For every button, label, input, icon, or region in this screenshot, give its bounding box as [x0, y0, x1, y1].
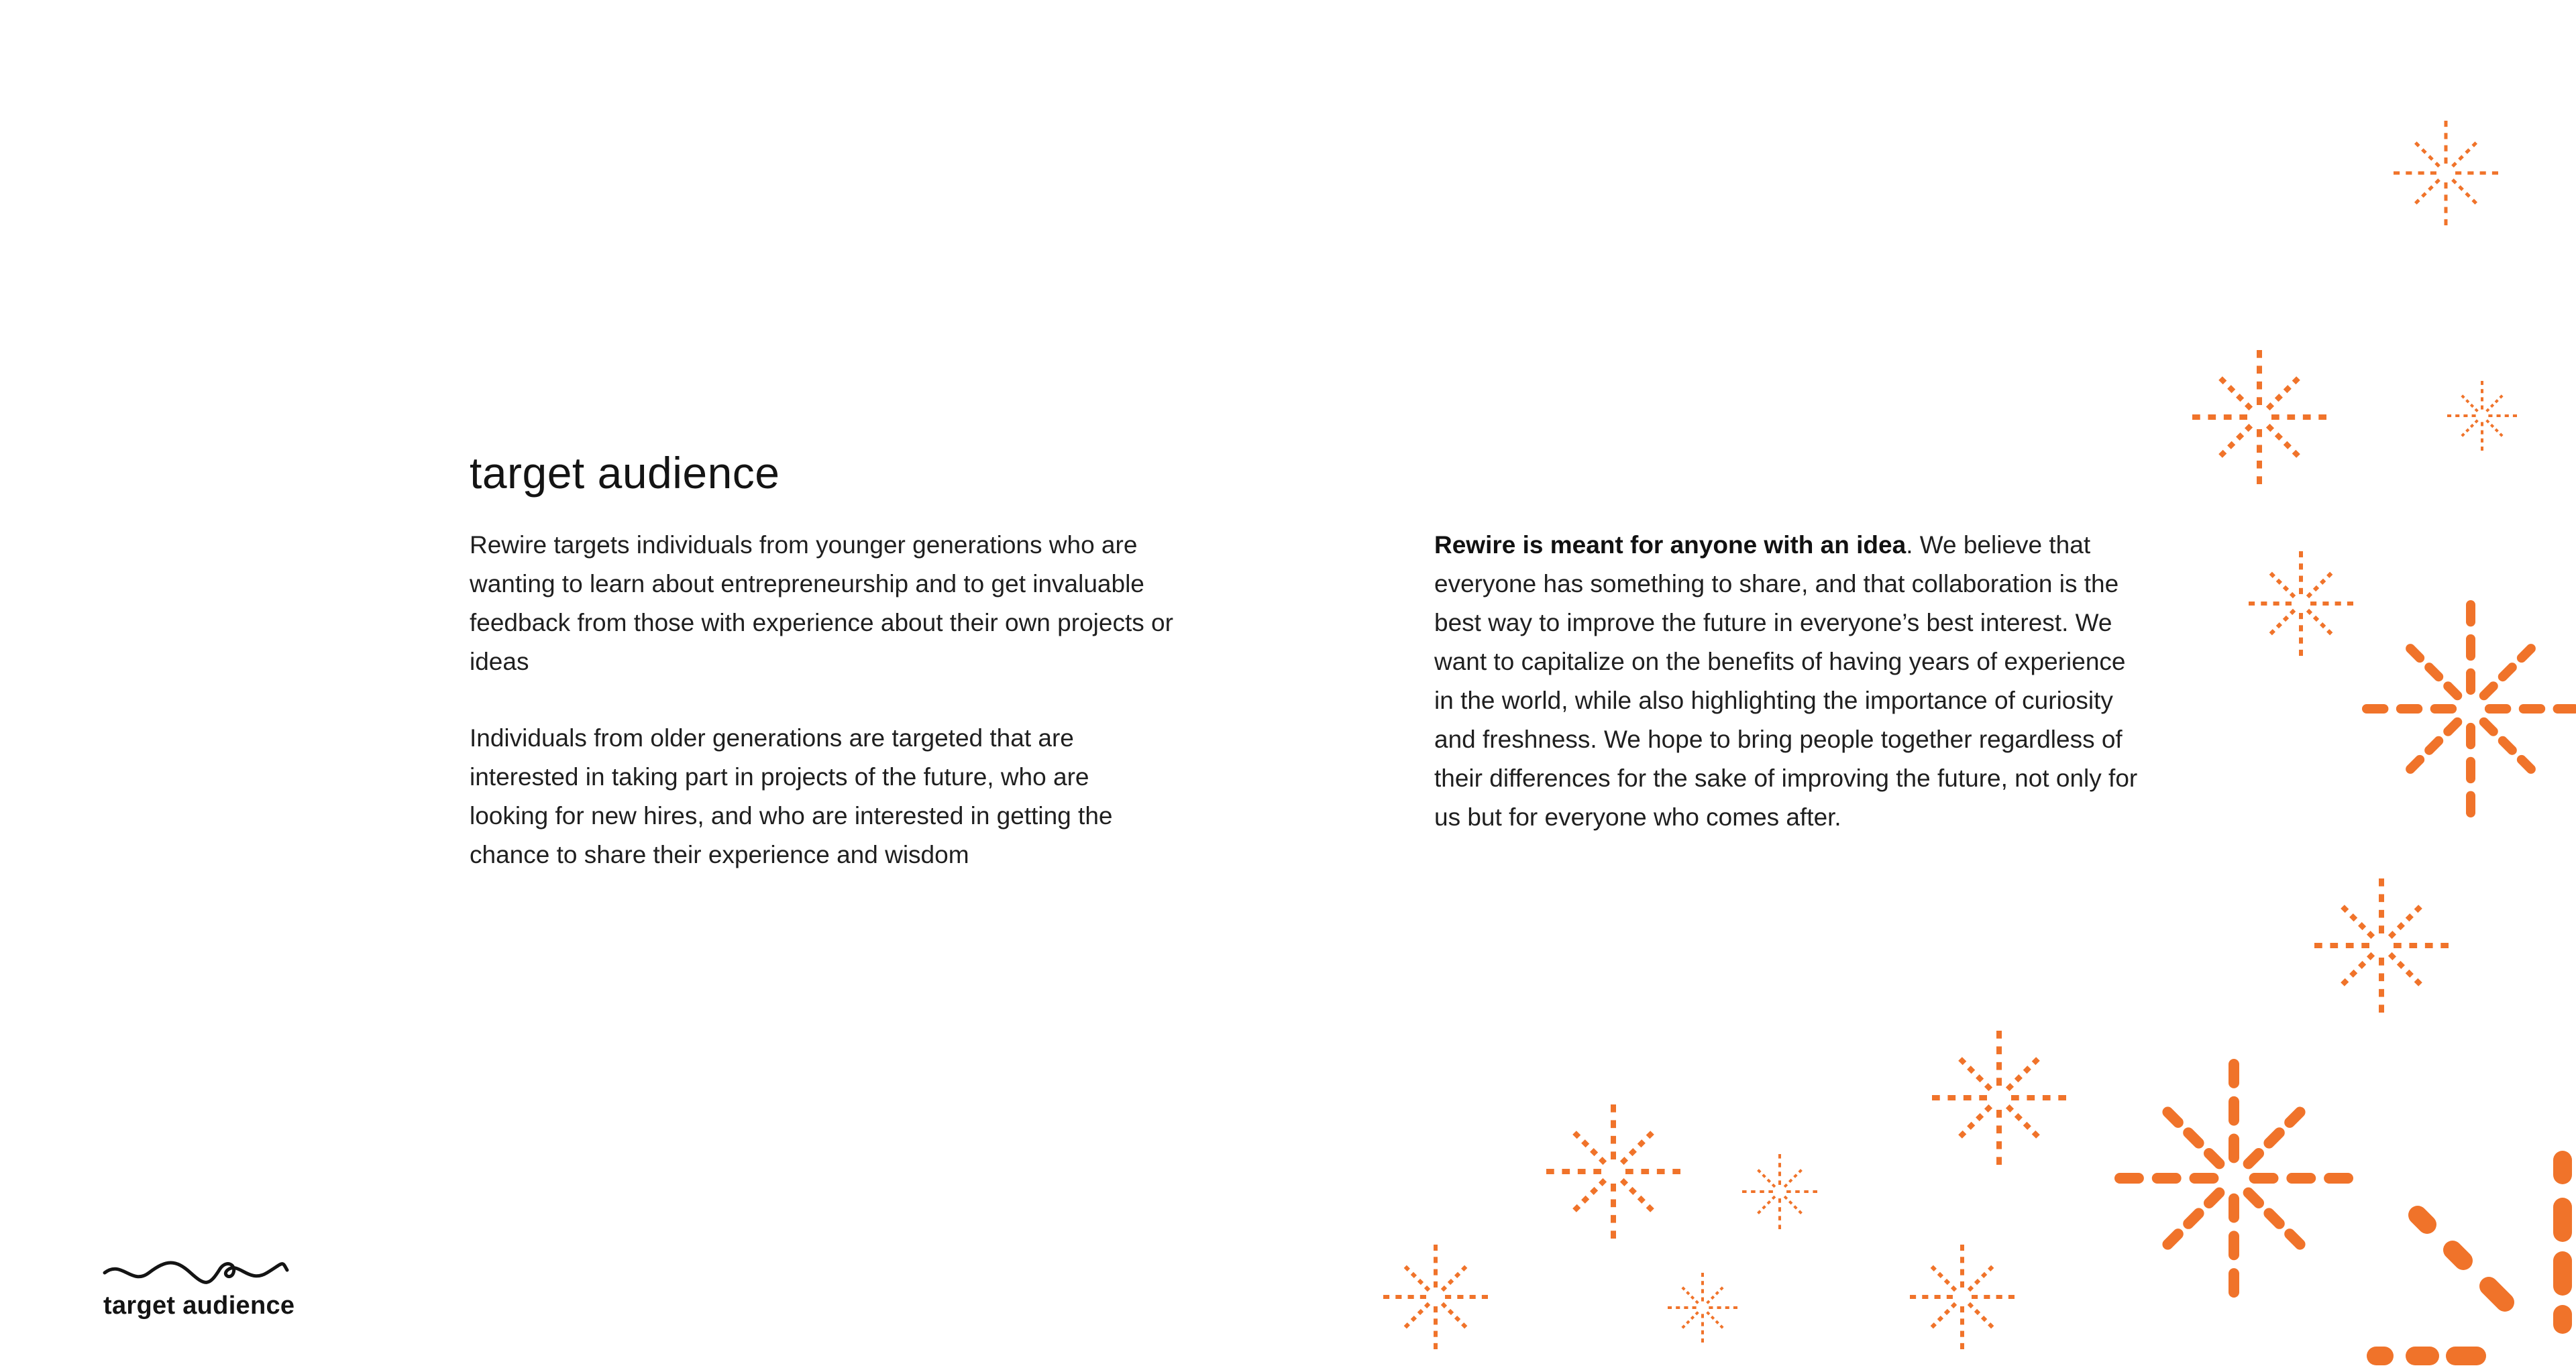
sparkle-burst-icon	[2314, 878, 2449, 1013]
sparkle-burst-icon	[2367, 605, 2575, 813]
sparkle-burst-icon	[1910, 1245, 2015, 1349]
page-title: target audience	[470, 448, 780, 498]
sparkle-burst-icon	[2192, 350, 2326, 484]
left-paragraph-2: Individuals from older generations are targeted that are interested in taking part in projects of the future, who are looking for new hires, and who are interested in getting the chance to share their experience and wisdom	[470, 724, 1113, 868]
footer-label: target audience	[103, 1292, 295, 1320]
sparkle-burst-icon	[1383, 1245, 1488, 1349]
corner-bracket-icon	[2348, 1140, 2576, 1368]
right-paragraph-body: . We believe that everyone has something to share, and that collaboration is the best way to improve the future in everyone’s best interest. We want to capitalize on the benefits of having years of experience in the world, while also highlighting the importance of curiosity and freshness. We hope to bring people together regardless of their differences for the sake of improving the future, not only for us but for everyone who comes after.	[1434, 531, 2138, 831]
sparkle-burst-icon	[1932, 1031, 2066, 1165]
sparkle-burst-icon	[2447, 381, 2517, 451]
sparkle-burst-icon	[1742, 1154, 1817, 1229]
left-paragraph-1: Rewire targets individuals from younger generations who are wanting to learn about entrepreneurship and to get invaluable feedback from those with experience about their own projects or ideas	[470, 531, 1173, 675]
sparkle-burst-icon	[2394, 121, 2498, 225]
sparkle-burst-icon	[2120, 1064, 2348, 1292]
sparkle-burst-icon	[2249, 551, 2353, 656]
sparkle-burst-icon	[1546, 1104, 1680, 1239]
sparkle-burst-icon	[1668, 1273, 1737, 1343]
right-paragraph	[1434, 526, 2145, 837]
right-paragraph-lead: Rewire is meant for anyone with an idea	[1434, 531, 1907, 559]
